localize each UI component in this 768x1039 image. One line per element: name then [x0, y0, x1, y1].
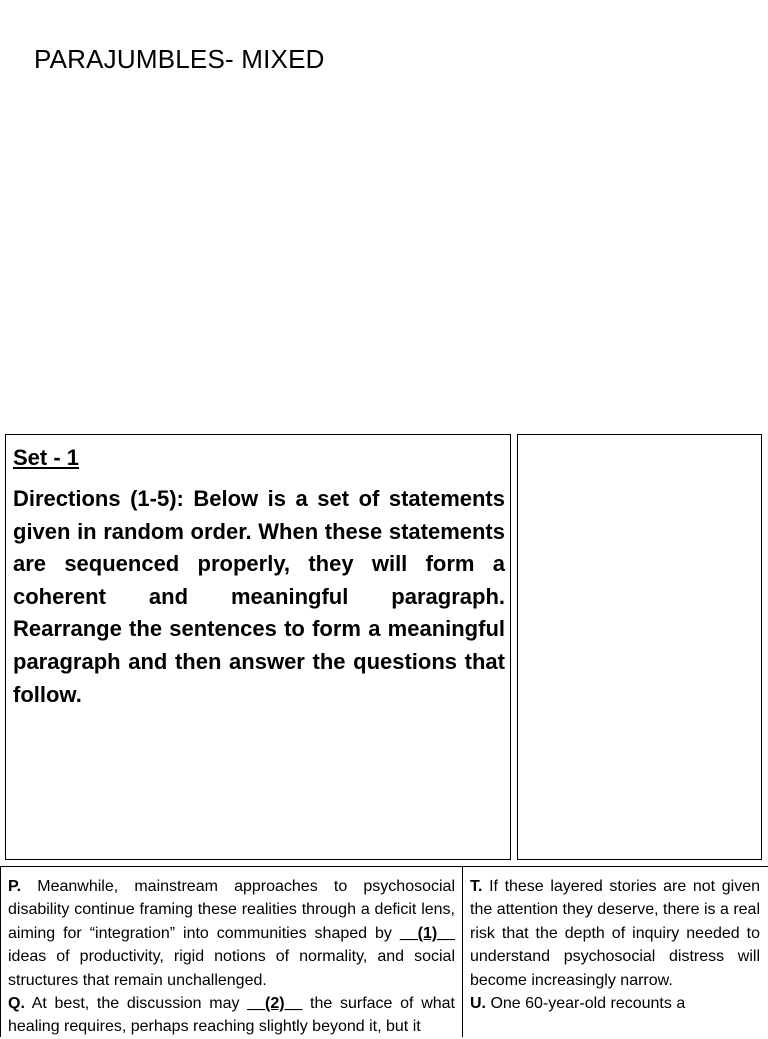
statement-marker: T. [470, 878, 483, 895]
directions-text: Directions (1-5): Below is a set of statements given in random order. When these statements are sequenced properly, they will form a coherent and meaningful paragraph. Rearrange the sentences to form a meaningful paragraph and then answer the questions that follow. [13, 486, 505, 707]
empty-side-box [517, 434, 762, 860]
statement-text: At best, the discussion may [24, 995, 248, 1013]
blank-1: __(1)__ [399, 924, 455, 942]
passage-column-right [463, 867, 768, 1037]
statement-text: Meanwhile, mainstream approaches to psychosocial disability continue framing these realities through a deficit lens, aiming for “integration” into communities shaped by [8, 878, 455, 942]
blank-2: __(2)__ [247, 995, 303, 1013]
statement-q [8, 992, 455, 1039]
statement-text: the surface of what healing requires, perhaps reaching slightly beyond it, but it [8, 995, 455, 1036]
passage-column-left [0, 867, 463, 1037]
statement-text: One 60-year-old recounts a [486, 995, 686, 1013]
set-label: Set - 1 [13, 445, 80, 470]
statement-marker: U. [470, 995, 486, 1013]
directions-box [5, 434, 511, 860]
statement-marker: Q. [8, 995, 25, 1013]
statement-marker: P. [8, 878, 22, 895]
statement-text: ideas of productivity, rigid notions of normality, and social structures that remain unchallenged. [8, 948, 455, 989]
statement-text: If these layered stories are not given the attention they deserve, there is a real risk that the depth of inquiry needed to understand psychosocial distress will become increasingly narrow. [470, 878, 760, 989]
statement-p [8, 875, 455, 992]
statement-t [470, 875, 760, 992]
statement-u [470, 992, 760, 1015]
page-title: PARAJUMBLES- MIXED [34, 44, 325, 74]
passage-table [0, 866, 768, 1036]
